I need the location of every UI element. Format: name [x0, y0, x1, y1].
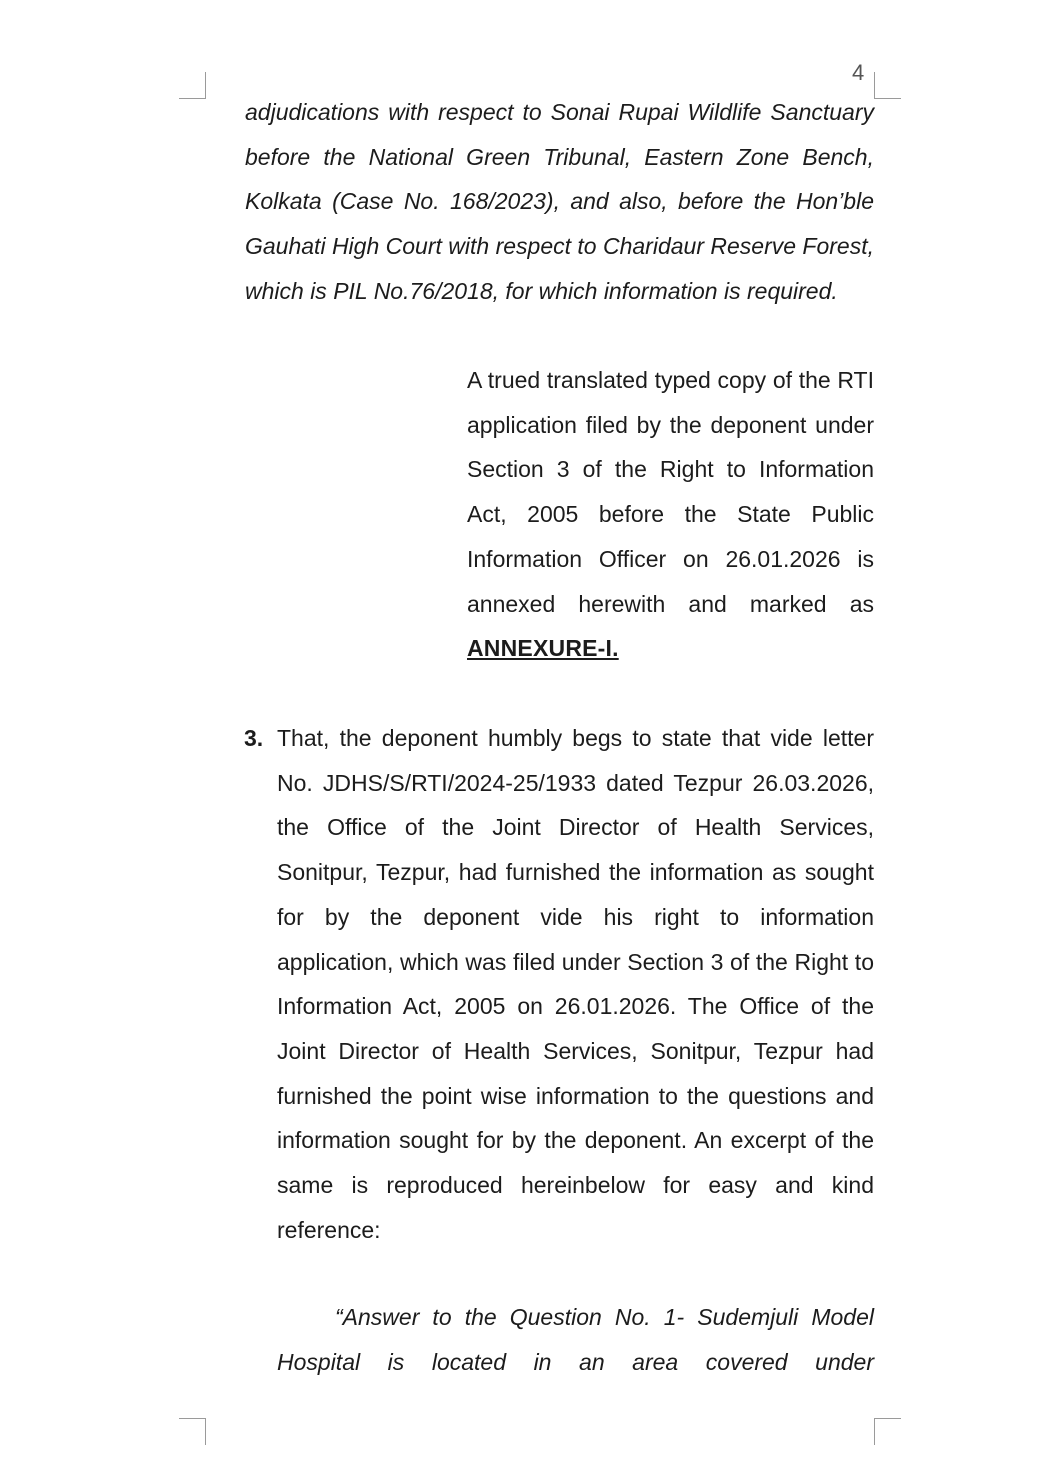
page-corner-mark-top-right — [874, 72, 901, 99]
annexure-note-text: A trued translated typed copy of the RTI application filed by the deponent under Section 3 of the Right to Information Act, 2005 before the State Public Information Officer on 26.01.2026 is annexed herewith and marked as — [467, 367, 874, 617]
page-corner-mark-bottom-right — [874, 1418, 901, 1445]
item-number: 3. — [244, 725, 264, 751]
annexure-label: ANNEXURE-I. — [467, 635, 619, 662]
page-corner-mark-top-left — [179, 72, 206, 99]
intro-paragraph: adjudications with respect to Sonai Rupai Wildlife Sanctuary before the National Green Tribunal, Eastern Zone Bench, Kolkata (Case No. 168/2023), and also, before the Hon’ble Gauhati High Court with respect to Charidaur Reserve Forest, which is PIL No.76/2018, for which information is required. — [245, 99, 874, 304]
annexure-note — [467, 358, 874, 671]
item-3-paragraph: That, the deponent humbly begs to state that vide letter No. JDHS/S/RTI/2024-25/1933 dated Tezpur 26.03.2026, the Office of the Joint Director of Health Services, Sonitpur, Tezpur, had furnished the information as sought for by the deponent vide his right to information application, which was filed under Section 3 of the Right to Information Act, 2005 on 26.01.2026. The Office of the Joint Director of Health Services, Sonitpur, Tezpur had furnished the point wise information to the questions and information sought for by the deponent. An excerpt of the same is reproduced hereinbelow for easy and kind reference: — [277, 725, 874, 1243]
page-corner-mark-bottom-left — [179, 1418, 206, 1445]
page-number: 4 — [852, 60, 865, 85]
quoted-excerpt: “Answer to the Question No. 1- Sudemjuli Model Hospital is located in an area covered under — [277, 1304, 874, 1375]
